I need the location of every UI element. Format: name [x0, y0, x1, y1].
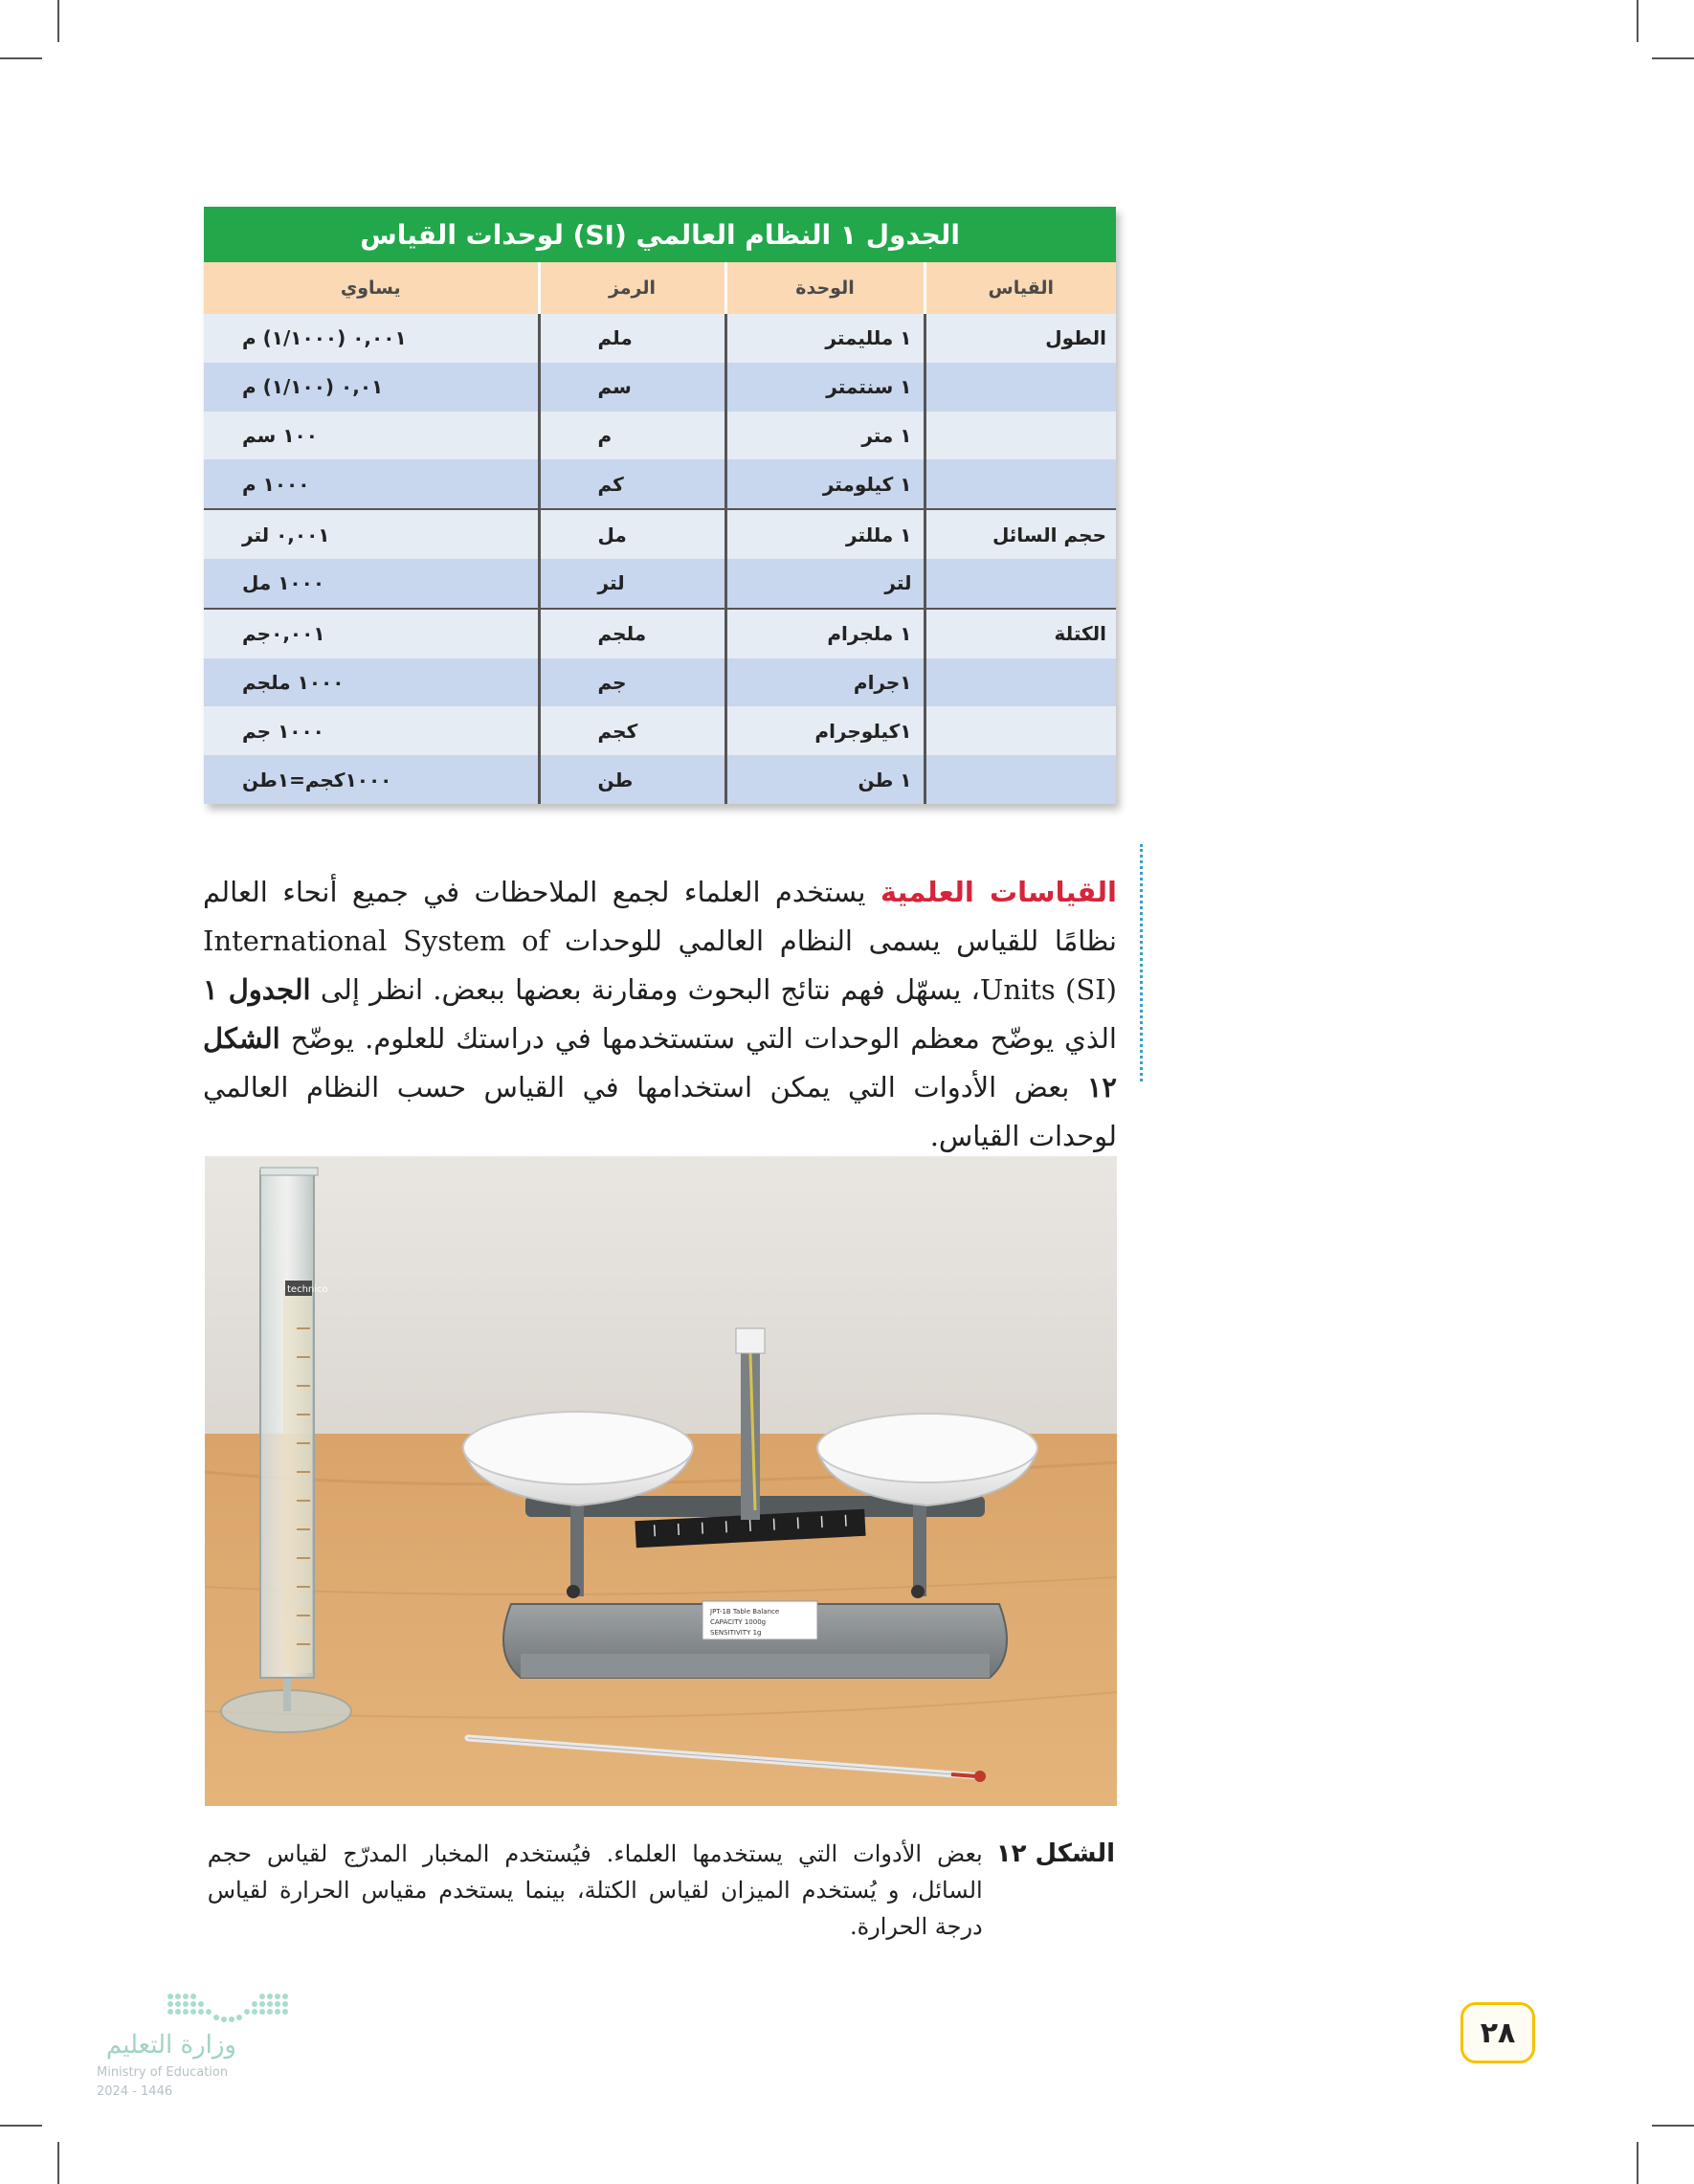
table-row [204, 755, 1116, 804]
cell-measurement [925, 412, 1116, 460]
paragraph-text-4: بعض الأدوات التي يمكن استخدامها في القياس حسب النظام العالمي لوحدات القياس. [203, 1071, 1117, 1152]
cell-symbol: جم [539, 658, 725, 707]
table-reference: الجدول ١ [203, 973, 311, 1006]
table-row [204, 509, 1116, 559]
cell-unit: ١ كيلومتر [725, 459, 925, 509]
cell-equals: ١٠٠٠ م [204, 459, 539, 509]
header-symbol: الرمز [539, 262, 725, 314]
cell-measurement [925, 755, 1116, 804]
table-row [204, 363, 1116, 412]
table-title: الجدول ١ النظام العالمي (SI) لوحدات القياس [204, 207, 1116, 262]
cell-equals: ١٠٠٠ مل [204, 559, 539, 609]
scale-label-sensitivity: SENSITIVITY 1g [710, 1629, 762, 1637]
ministry-logo [91, 1989, 321, 2123]
figure-label: الشكل ١٢ [995, 1839, 1115, 1868]
margin-dotted-rule [1140, 844, 1143, 1081]
table-row [204, 459, 1116, 509]
table-row [204, 658, 1116, 707]
cell-measurement [925, 658, 1116, 707]
cell-unit: ١ متر [725, 412, 925, 460]
cell-unit: لتر [725, 559, 925, 609]
ministry-year: 2024 - 1446 [97, 2084, 173, 2099]
cell-measurement [925, 706, 1116, 755]
paragraph-text-1: يستخدم العلماء لجمع الملاحظات في جميع أنحاء العالم نظامًا للقياس يسمى النظام العالمي للوحدات [203, 876, 1117, 957]
header-equals: يساوي [204, 262, 539, 314]
page-number: ٢٨ [1460, 2002, 1535, 2063]
cell-symbol: طن [539, 755, 725, 804]
cell-unit: ١ مللتر [725, 509, 925, 559]
figure-caption [205, 1836, 1115, 1945]
header-unit: الوحدة [725, 262, 925, 314]
scale-label-model: JPT-1B Table Balance [710, 1608, 780, 1616]
table-row [204, 314, 1116, 363]
cell-unit: ١جرام [725, 658, 925, 707]
table-row [204, 412, 1116, 460]
cell-equals: ١٠٠٠ جم [204, 706, 539, 755]
ministry-name-english: Ministry of Education [97, 2065, 229, 2080]
header-measurement: القياس [925, 262, 1116, 314]
table-row [204, 559, 1116, 609]
si-units-table [204, 207, 1116, 804]
cell-measurement: الكتلة [925, 609, 1116, 658]
measurement-tools-photo [205, 1156, 1117, 1806]
figure-reference: الشكل ١٢ [203, 1022, 1117, 1103]
cell-symbol: سم [539, 363, 725, 412]
ministry-logo-dots-icon [91, 1989, 321, 2033]
cell-measurement [925, 559, 1116, 609]
cell-symbol: م [539, 412, 725, 460]
body-paragraph [203, 868, 1117, 1161]
cell-equals: ٠,٠٠١جم [204, 609, 539, 658]
scale-label-capacity: CAPACITY 1000g [710, 1618, 767, 1626]
cell-equals: ١٠٠٠كجم=١طن [204, 755, 539, 804]
paragraph-text-3: الذي يوضّح معظم الوحدات التي ستستخدمها في دراستك للعلوم. يوضّح [279, 1022, 1117, 1055]
ministry-name-arabic: وزارة التعليم [105, 2031, 236, 2060]
cell-symbol: لتر [539, 559, 725, 609]
table-grid [204, 262, 1116, 804]
cell-unit: ١ ملجرام [725, 609, 925, 658]
cell-unit: ١كيلوجرام [725, 706, 925, 755]
cylinder-brand-label: technico [287, 1284, 328, 1295]
cell-measurement: الطول [925, 314, 1116, 363]
cell-equals: ٠,٠٠١ لتر [204, 509, 539, 559]
cell-equals: ١٠٠٠ ملجم [204, 658, 539, 707]
table-row [204, 706, 1116, 755]
cell-unit: ١ سنتمتر [725, 363, 925, 412]
cell-measurement [925, 363, 1116, 412]
cell-symbol: كم [539, 459, 725, 509]
cell-equals: ٠,٠١ (١/١٠٠) م [204, 363, 539, 412]
table-row [204, 609, 1116, 658]
cell-measurement: حجم السائل [925, 509, 1116, 559]
table-header-row [204, 262, 1116, 314]
cell-symbol: مل [539, 509, 725, 559]
cell-equals: ٠,٠٠١ (١/١٠٠٠) م [204, 314, 539, 363]
cell-symbol: ملجم [539, 609, 725, 658]
cell-unit: ١ طن [725, 755, 925, 804]
cell-equals: ١٠٠ سم [204, 412, 539, 460]
paragraph-keyword: القياسات العلمية [880, 876, 1117, 908]
caption-text: بعض الأدوات التي يستخدمها العلماء. فيُستخدم المخبار المدرّج لقياس حجم السائل، و يُستخدم الميزان لقياس الكتلة، بينما يستخدم مقياس الحرارة لقياس درجة الحرارة. [207, 1840, 983, 1940]
paragraph-latin-term: International System of Units (SI) [203, 925, 1117, 1006]
paragraph-text-2: ، يسهّل فهم نتائج البحوث ومقارنة بعضها ببعض. انظر إلى [310, 973, 980, 1006]
cell-measurement [925, 459, 1116, 509]
cell-symbol: ملم [539, 314, 725, 363]
cell-symbol: كجم [539, 706, 725, 755]
cell-unit: ١ ملليمتر [725, 314, 925, 363]
